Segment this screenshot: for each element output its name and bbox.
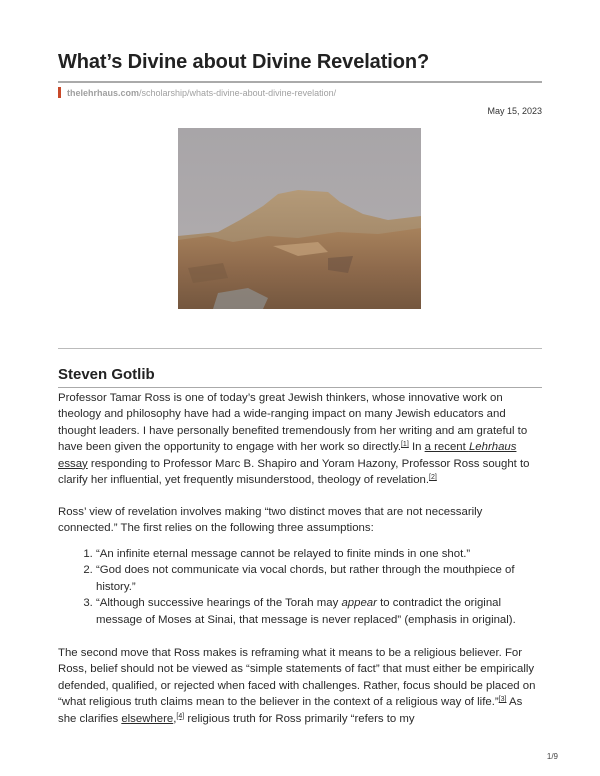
link-text: a recent	[424, 441, 469, 454]
link-text: essay	[58, 457, 88, 470]
section-divider	[58, 348, 542, 349]
paragraph-text: The second move that Ross makes is reframing what it means to be a religious believer. For Ross, belief should not be viewed as “simple statements of fact” that must either be empirically defended, qualified, or rejected when faced with challenges. Rather, focus should be placed on “what religious truth claims mean to the believer in the context of a religious way of life.”	[58, 647, 536, 709]
list-item-text: “God does not communicate via vocal chords, but rather through the mouthpiece of history.”	[96, 564, 515, 593]
paragraph-text: In	[408, 441, 425, 454]
page-number: 1/9	[546, 752, 558, 761]
link-text-italic: Lehrhaus	[468, 441, 517, 454]
paragraph-text: religious truth for Ross primarily “refers to my	[184, 712, 415, 725]
publish-date: May 15, 2023	[487, 106, 542, 116]
source-accent-bar	[58, 87, 61, 98]
list-item-text: “Although successive hearings of the Torah may	[96, 597, 342, 610]
list-item-text: to contradict the original message of Moses at Sinai, that message is never replaced” (emphasis in original).	[96, 597, 516, 626]
title-divider	[58, 81, 542, 83]
paragraph-text: Professor Tamar Ross is one of today’s great Jewish thinkers, whose innovative work on theology and philosophy have had a wide-ranging impact on many Jewish educators and thought leaders. I have personally benefited tremendously from her writing and am grateful to have been given the opportunity to engage with her work so directly.	[58, 392, 528, 454]
paragraph-text: ,	[173, 712, 177, 725]
paragraph-moves: Ross’ view of revelation involves making “two distinct moves that are not necessarily connected.” The first relies on the following three assumptions:	[58, 506, 483, 535]
list-item	[96, 562, 542, 595]
hero-image	[178, 128, 421, 309]
elsewhere-link[interactable]: elsewhere	[121, 712, 174, 725]
footnote-1[interactable]	[401, 441, 409, 448]
assumptions-list	[58, 546, 542, 628]
page-title: What’s Divine about Divine Revelation?	[58, 51, 430, 73]
list-item	[96, 595, 542, 628]
footnote-1-link[interactable]: [1]	[400, 441, 409, 449]
source-domain: thelehrhaus.com	[67, 87, 140, 98]
paragraph-second-move	[58, 645, 542, 727]
list-item-emphasis: appear	[341, 597, 377, 610]
list-item	[96, 546, 542, 562]
list-item-text: “An infinite eternal message cannot be relayed to finite minds in one shot.”	[96, 548, 471, 560]
paragraph-text: As she clarifies	[58, 696, 523, 725]
footnote-2-link[interactable]: [2]	[429, 474, 437, 482]
paragraph-text: responding to Professor Marc B. Shapiro and Yoram Hazony, Professor Ross sought to clarify her influential, yet frequently misunderstood, theology of revelation.	[58, 457, 530, 487]
mountain-image-icon	[178, 128, 421, 309]
source-path: /scholarship/whats-divine-about-divine-revelation/	[139, 87, 337, 98]
author-name: Steven Gotlib	[58, 366, 155, 383]
footnote-3-link[interactable]: [3]	[498, 696, 507, 704]
source-url[interactable]	[58, 87, 336, 98]
paragraph-intro	[58, 390, 542, 488]
footnote-2[interactable]	[429, 474, 437, 481]
footnote-4-link[interactable]: [4]	[176, 712, 185, 720]
author-divider	[58, 387, 542, 388]
